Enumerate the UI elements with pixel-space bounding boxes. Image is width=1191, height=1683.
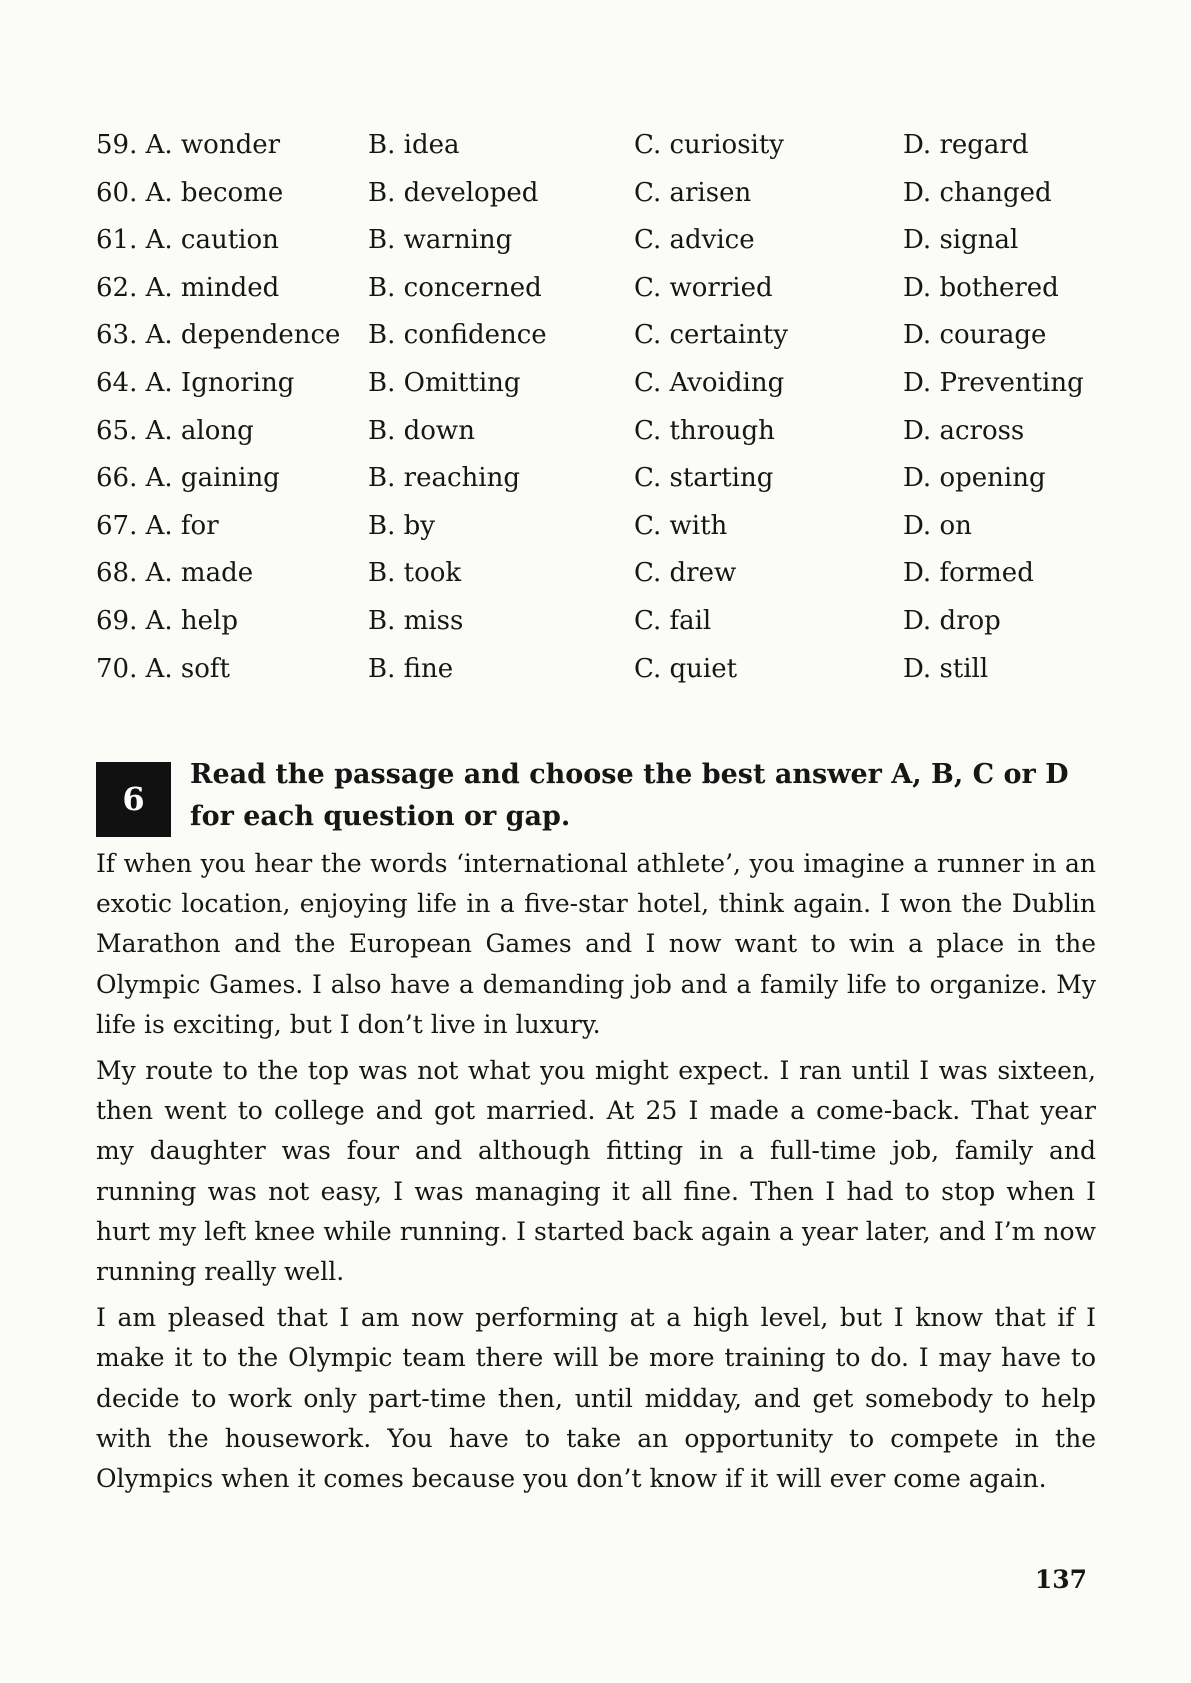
option-d: D. on xyxy=(903,510,972,541)
option-b: B. idea xyxy=(368,130,460,160)
option-b: B. by xyxy=(368,510,435,541)
option-a: 66. A. gaining xyxy=(96,463,280,494)
option-b: B. warning xyxy=(368,225,513,256)
option-d: D. bothered xyxy=(903,272,1059,303)
reading-passage xyxy=(96,844,1096,1505)
option-row-62 xyxy=(96,265,1096,313)
option-d: D. courage xyxy=(903,320,1047,351)
option-c: C. drew xyxy=(634,558,737,589)
option-row-60 xyxy=(96,170,1096,218)
option-a: 59. A. wonder xyxy=(96,130,281,160)
option-d: D. drop xyxy=(903,605,1001,636)
option-row-63 xyxy=(96,312,1096,360)
option-b: B. Omitting xyxy=(368,367,521,398)
passage-paragraph-3: I am pleased that I am now performing at a high level, but I know that if I make it to the Olympic team there will be more training to do. I may have to decide to work only part-time then, until midday, and get somebody to help with the housework. You have to take an opportunity to compete in the Olympics when it comes because you don’t know if it will ever come again. xyxy=(96,1303,1096,1494)
option-c: C. arisen xyxy=(634,177,752,208)
option-a: 61. A. caution xyxy=(96,225,279,256)
option-row-59 xyxy=(96,122,1096,170)
option-a: 65. A. along xyxy=(96,415,254,446)
option-row-69 xyxy=(96,598,1096,646)
option-d: D. still xyxy=(903,653,989,684)
option-a: 60. A. become xyxy=(96,177,284,208)
option-a: 70. A. soft xyxy=(96,653,230,684)
option-a: 68. A. made xyxy=(96,558,254,589)
section-header xyxy=(96,754,1096,844)
option-c: C. Avoiding xyxy=(634,367,785,398)
option-d: D. signal xyxy=(903,225,1019,256)
option-d: D. opening xyxy=(903,463,1046,494)
option-row-66 xyxy=(96,455,1096,503)
option-c: C. quiet xyxy=(634,653,738,684)
option-b: B. fine xyxy=(368,653,454,684)
option-row-68 xyxy=(96,550,1096,598)
option-b: B. confidence xyxy=(368,320,547,351)
option-row-70 xyxy=(96,646,1096,694)
option-row-61 xyxy=(96,217,1096,265)
option-c: C. advice xyxy=(634,225,755,256)
option-d: D. regard xyxy=(903,130,1029,160)
option-c: C. certainty xyxy=(634,320,789,351)
option-c: C. curiosity xyxy=(634,130,784,160)
passage-paragraph-2: My route to the top was not what you might expect. I ran until I was sixteen, then went to college and got married. At 25 I made a come-back. That year my daughter was four and although fitting in a full-time job, family and running was not easy, I was managing it all fine. Then I had to stop when I hurt my left knee while running. I started back again a year later, and I’m now running really well. xyxy=(96,1056,1096,1287)
option-d: D. Preventing xyxy=(903,367,1084,398)
option-a: 64. A. Ignoring xyxy=(96,367,295,398)
option-c: C. through xyxy=(634,415,775,446)
page-number: 137 xyxy=(1034,1565,1087,1594)
option-b: B. miss xyxy=(368,605,464,636)
answer-options-list xyxy=(96,122,1096,693)
section-number-badge: 6 xyxy=(96,762,171,837)
option-a: 63. A. dependence xyxy=(96,320,341,351)
option-row-65 xyxy=(96,408,1096,456)
option-b: B. took xyxy=(368,558,462,589)
option-b: B. developed xyxy=(368,177,539,208)
passage-paragraph-1: If when you hear the words ‘international athlete’, you imagine a runner in an exotic location, enjoying life in a five-star hotel, think again. I won the Dublin Marathon and the European Games and I now want to win a place in the Olympic Games. I also have a demanding job and a family life to organize. My life is exciting, but I don’t live in luxury. xyxy=(96,849,1096,1039)
option-row-67 xyxy=(96,503,1096,551)
option-a: 67. A. for xyxy=(96,510,219,541)
option-c: C. with xyxy=(634,510,728,541)
option-a: 62. A. minded xyxy=(96,272,280,303)
option-b: B. concerned xyxy=(368,272,542,303)
option-d: D. formed xyxy=(903,558,1034,589)
option-b: B. down xyxy=(368,415,475,446)
option-b: B. reaching xyxy=(368,463,520,494)
option-c: C. fail xyxy=(634,605,712,636)
section-instruction: Read the passage and choose the best answer A, B, C or D for each question or gap. xyxy=(190,759,1069,832)
option-a: 69. A. help xyxy=(96,605,239,636)
option-c: C. starting xyxy=(634,463,774,494)
option-c: C. worried xyxy=(634,272,773,303)
option-row-64 xyxy=(96,360,1096,408)
option-d: D. changed xyxy=(903,177,1052,208)
option-d: D. across xyxy=(903,415,1025,446)
